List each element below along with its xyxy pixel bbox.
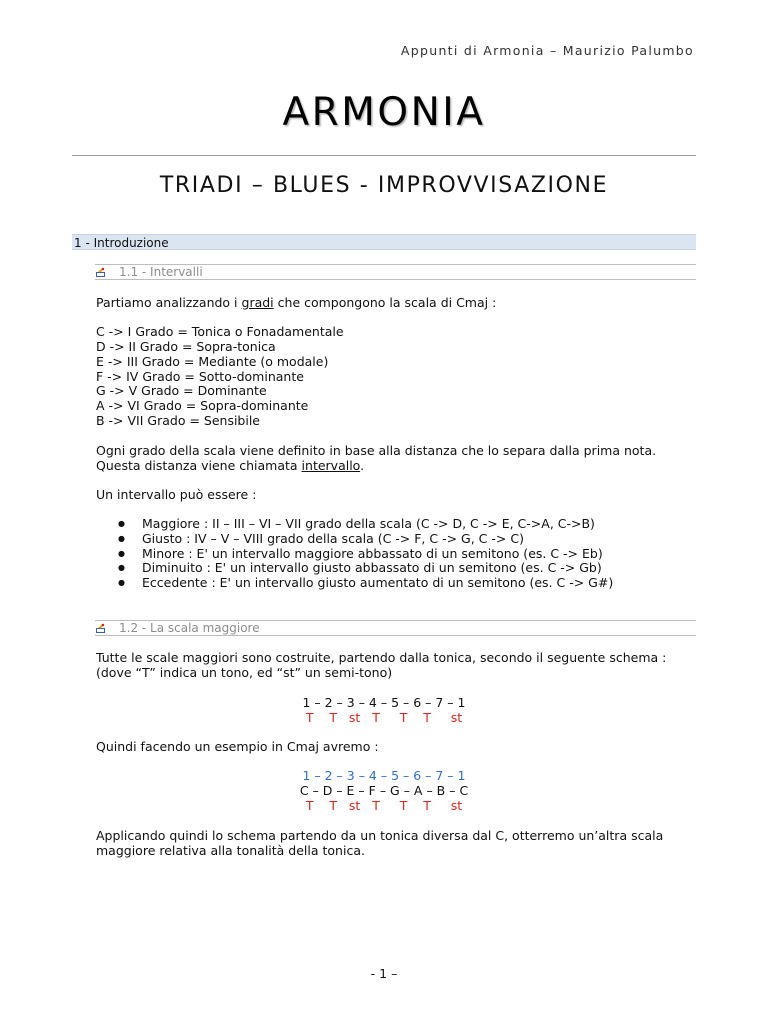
page-title: ARMONIA [282,90,486,135]
subsection-heading-scala-maggiore [95,620,696,636]
list-item: ● Minore : E' un intervallo maggiore abbassato di un semitono (es. C -> Eb) [118,547,613,562]
example-notes: C – D – E – F – G – A – B – C [299,783,469,798]
book-icon [95,623,107,634]
scheme-degrees: 1 – 2 – 3 – 4 – 5 – 6 – 7 – 1 [302,695,466,710]
term-gradi: gradi [241,295,274,310]
section-heading: 1 - Introduzione [72,234,696,250]
degree-line: A -> VI Grado = Sopra-dominante [96,398,309,413]
interval-types-intro: Un intervallo può essere : [96,487,257,502]
document-header: Appunti di Armonia – Maurizio Palumbo [400,43,694,58]
closing-line: Applicando quindi lo schema partendo da un tonica diversa dal C, otterremo un’altra scala [96,828,664,843]
example-degrees: 1 – 2 – 3 – 4 – 5 – 6 – 7 – 1 [302,768,466,783]
degree-line: G -> V Grado = Dominante [96,383,267,398]
term-intervallo: intervallo [301,458,361,473]
subsection-label: 1.2 - La scala maggiore [119,621,260,635]
list-item: ● Maggiore : II – III – VI – VII grado della scala (C -> D, C -> E, C->A, C->B) [118,517,613,532]
degree-line: E -> III Grado = Mediante (o modale) [96,354,329,369]
interval-types-list [118,517,613,591]
degree-line: B -> VII Grado = Sensibile [96,413,260,428]
list-item: ● Eccedente : E' un intervallo giusto aumentato di un semitono (es. C -> G#) [118,576,613,591]
scheme-steps: T T st T T T st [305,710,463,725]
degree-line: F -> IV Grado = Sotto-dominante [96,369,304,384]
definition-line: Ogni grado della scala viene definito in base alla distanza che lo separa dalla prima nota. [96,443,657,458]
closing-line: maggiore relativa alla tonalità della tonica. [96,843,365,858]
book-icon [95,267,107,278]
definition-line: Questa distanza viene chiamata intervallo. [96,458,365,473]
example-steps: T T st T T T st [305,798,463,813]
scale-paragraph-line: (dove “T” indica un tono, ed “st” un semi-tono) [96,665,393,680]
example-intro: Quindi facendo un esempio in Cmaj avremo : [96,739,379,754]
page-subtitle: TRIADI – BLUES - IMPROVVISAZIONE [159,173,609,198]
page-number: - 1 – [370,966,398,981]
title-divider [72,155,696,156]
list-item: ● Giusto : IV – V – VIII grado della scala (C -> F, C -> G, C -> C) [118,532,613,547]
intervals-intro: Partiamo analizzando i gradi che compongono la scala di Cmaj : [96,295,497,310]
degree-line: D -> II Grado = Sopra-tonica [96,339,276,354]
list-item: ● Diminuito : E' un intervallo giusto abbassato di un semitono (es. C -> Gb) [118,561,613,576]
subsection-heading-intervalli [95,264,696,280]
scale-paragraph-line: Tutte le scale maggiori sono costruite, partendo dalla tonica, secondo il seguente schema : [96,650,667,665]
subsection-label: 1.1 - Intervalli [119,265,203,279]
degree-line: C -> I Grado = Tonica o Fonadamentale [96,324,344,339]
